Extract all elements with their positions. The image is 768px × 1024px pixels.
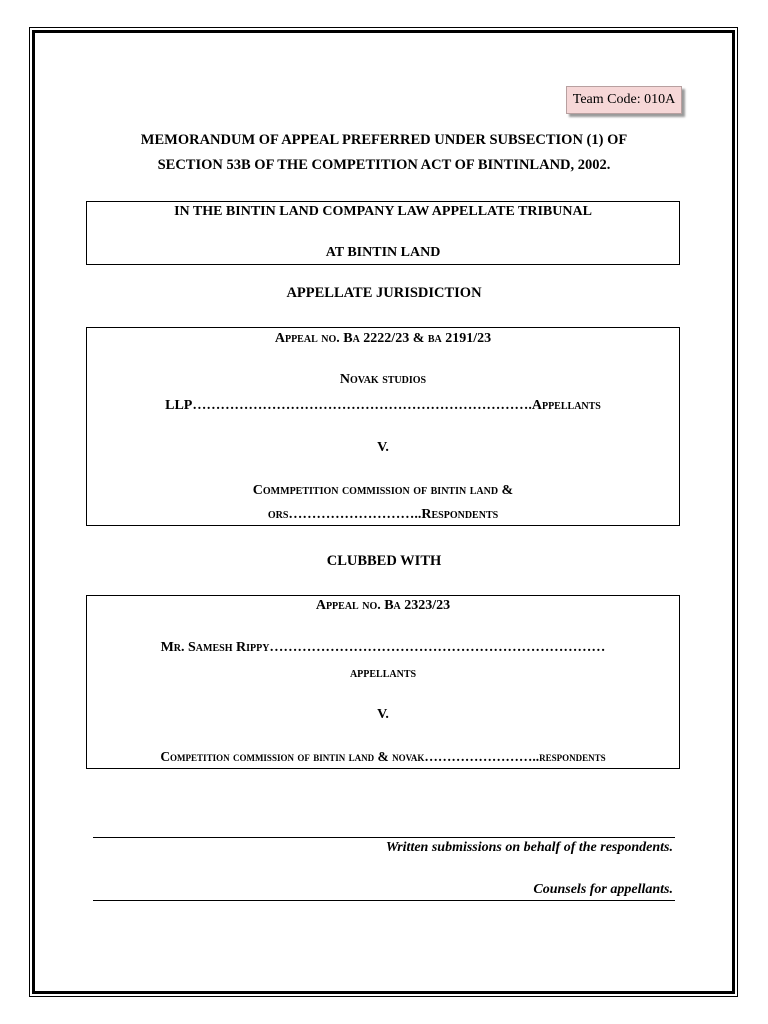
counsel-note: Counsels for appellants.	[533, 882, 673, 897]
case-2-respondent-line: Competition commission of bintin land & novak……………………..respondents	[160, 749, 606, 764]
case-2-appellant-line: Mr. Samesh Rippy………………………………………………………………	[160, 640, 606, 655]
case-1-appellant-line: LLP……………………………………………………………….Appellants	[165, 398, 601, 413]
written-submissions-note: Written submissions on behalf of the respondents.	[385, 840, 673, 855]
team-code-badge: Team Code: 010A	[566, 86, 682, 114]
clubbed-with-heading: CLUBBED WITH	[326, 553, 442, 569]
case-1-versus: V.	[377, 440, 389, 455]
footer-rule-bottom	[93, 900, 675, 901]
case-1-box	[86, 327, 680, 526]
case-1-respondent-name: Commpetition commission of bintin land &	[252, 483, 514, 498]
memorandum-title-line-1: MEMORANDUM OF APPEAL PREFERRED UNDER SUBSECTION (1) OF	[140, 132, 628, 148]
case-2-appeal-number: Appeal no. Ba 2323/23	[315, 598, 451, 613]
jurisdiction-heading: APPELLATE JURISDICTION	[286, 285, 482, 301]
case-1-respondent-line: ors………………………..Respondents	[267, 507, 499, 522]
footer-rule-top	[93, 837, 675, 838]
case-2-versus: V.	[377, 707, 389, 722]
memorandum-title-line-2: SECTION 53B OF THE COMPETITION ACT OF BINTINLAND, 2002.	[157, 157, 611, 173]
tribunal-name: IN THE BINTIN LAND COMPANY LAW APPELLATE TRIBUNAL	[174, 204, 592, 219]
case-2-appellant-label: appellants	[349, 666, 417, 681]
case-1-appellant-name: Novak studios	[339, 372, 427, 387]
tribunal-box	[86, 201, 680, 265]
tribunal-location: AT BINTIN LAND	[325, 245, 441, 260]
case-1-appeal-number: Appeal no. Ba 2222/23 & ba 2191/23	[274, 331, 492, 346]
case-2-box	[86, 595, 680, 769]
